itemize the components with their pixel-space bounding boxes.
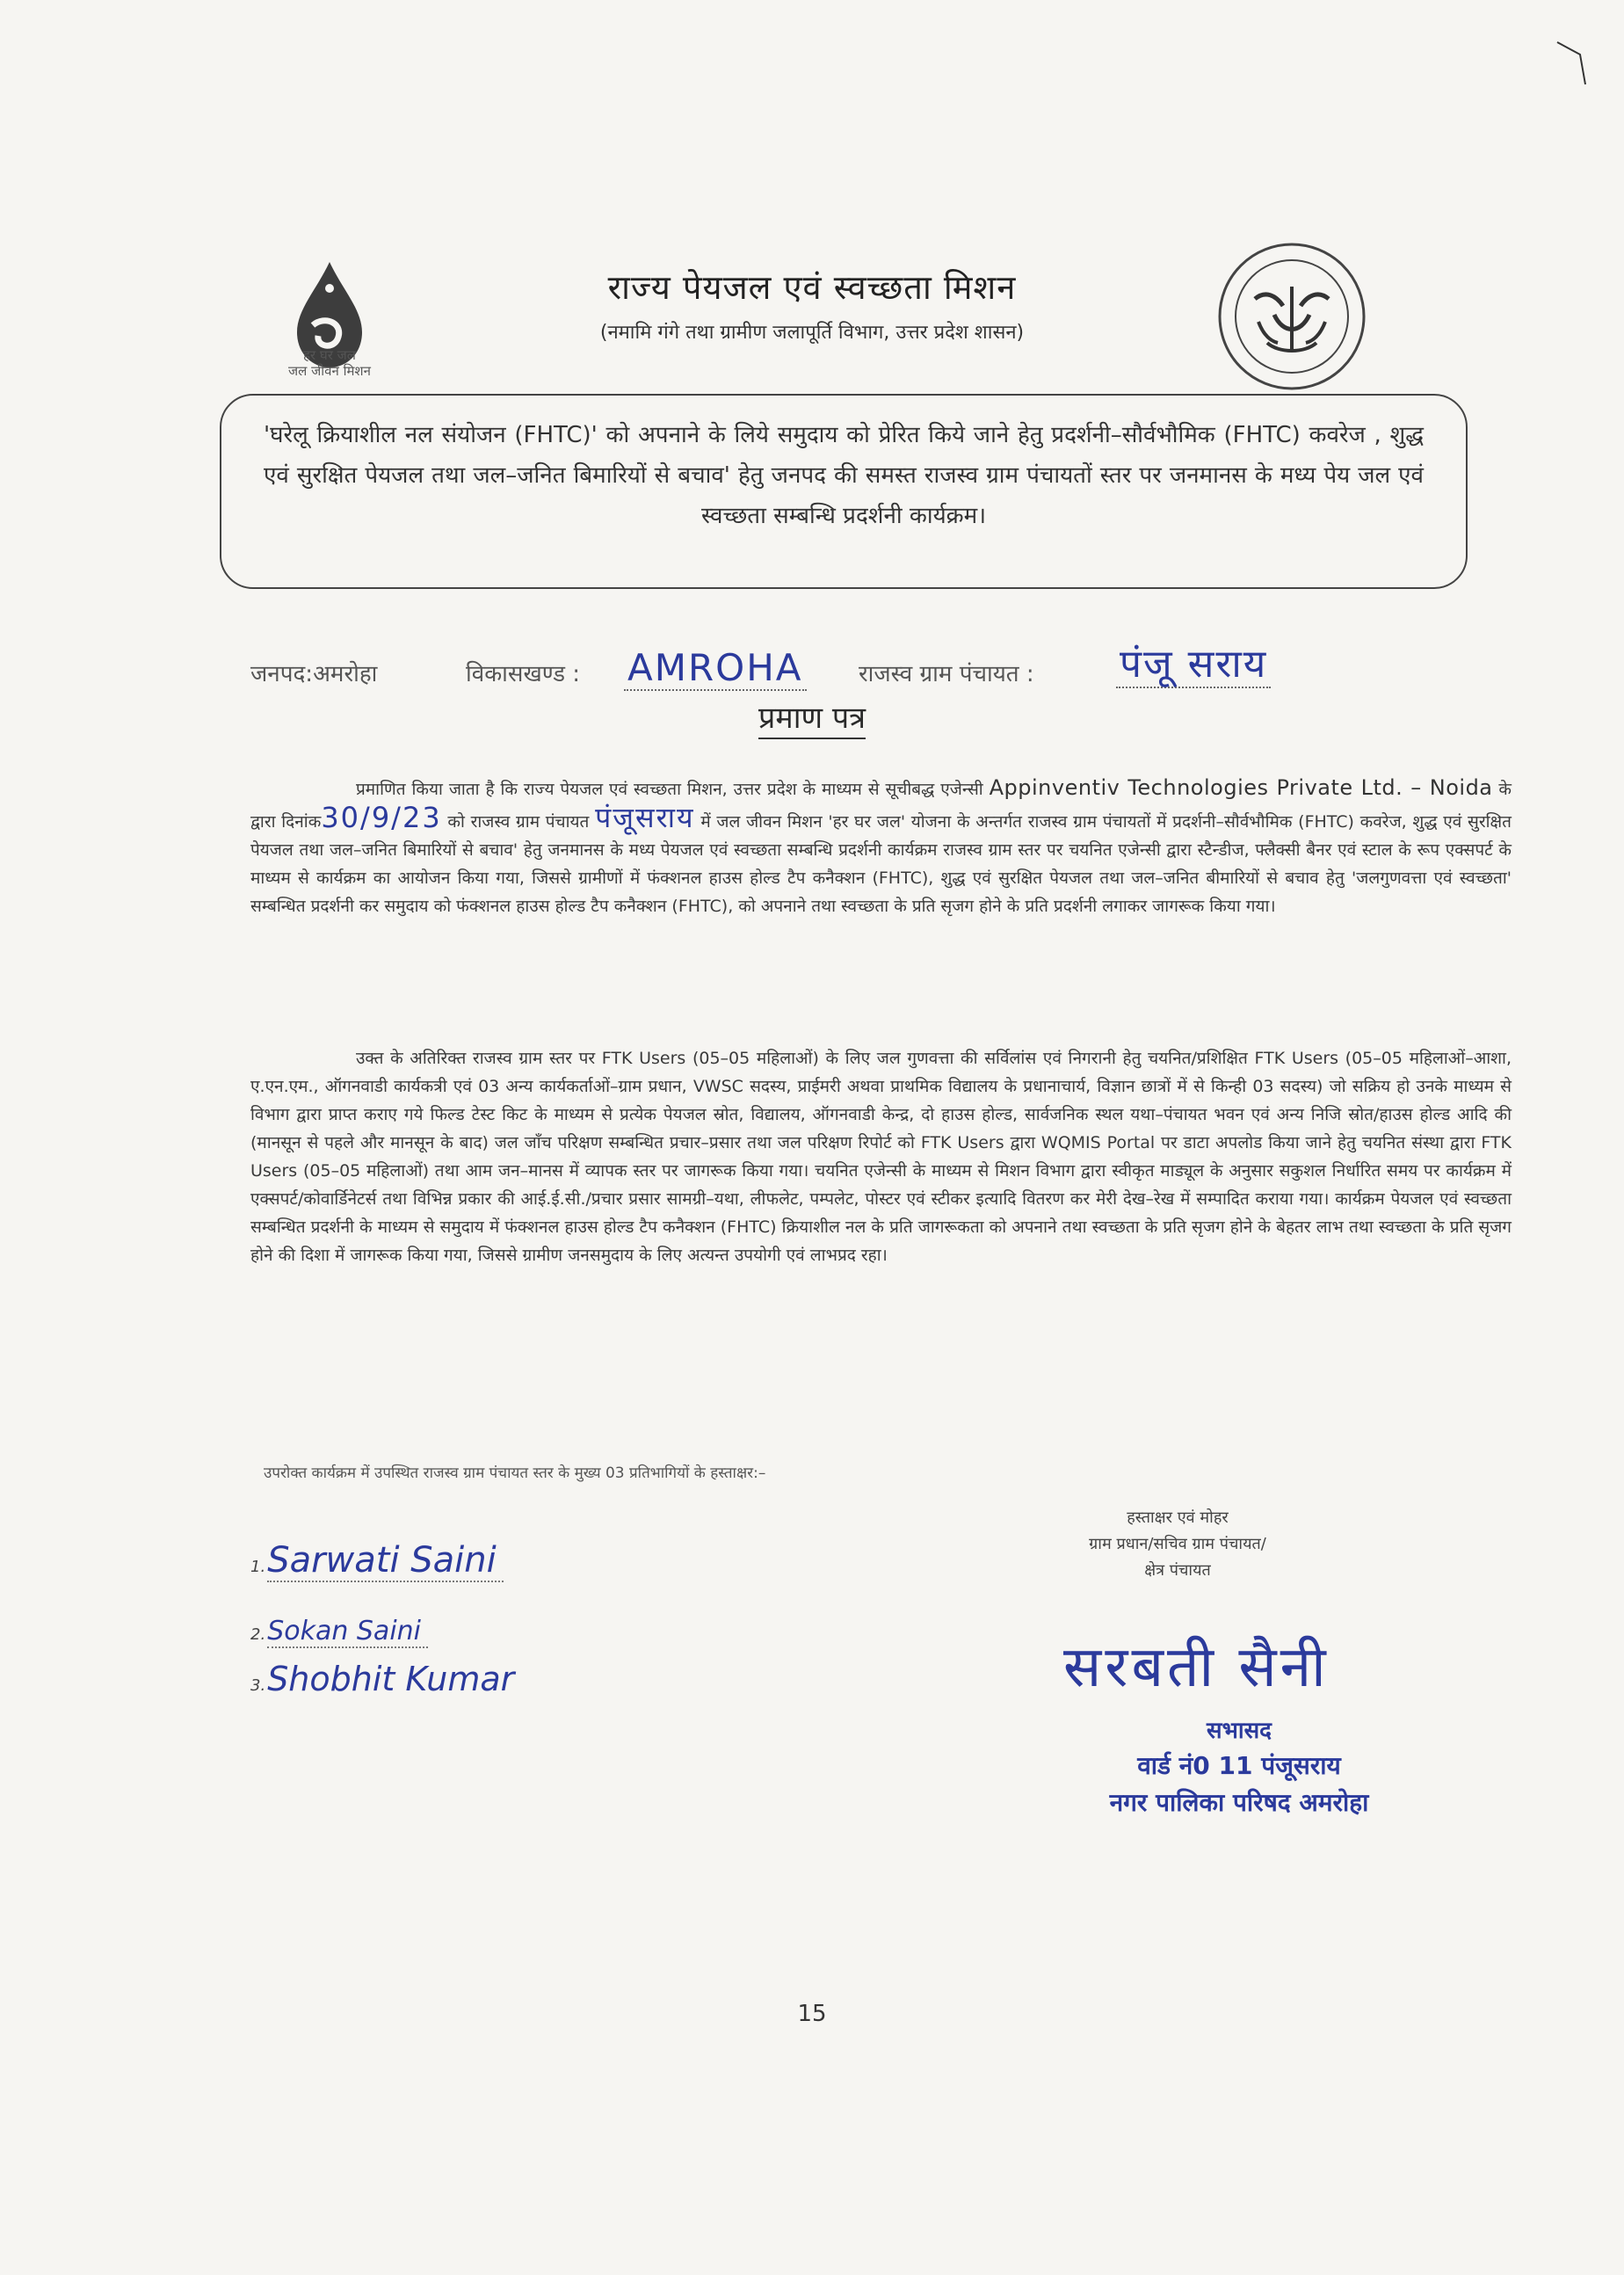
corner-pen-mark bbox=[1554, 35, 1589, 88]
panchayat-value-handwritten bbox=[1116, 636, 1271, 688]
signatory-line-1: हस्ताक्षर एवं मोहर bbox=[1127, 1508, 1229, 1527]
participant-signature-1 bbox=[250, 1540, 504, 1581]
org-title: राज्य पेयजल एवं स्वच्छता मिशन bbox=[607, 268, 1017, 307]
district-label-text: जनपद: bbox=[250, 661, 314, 687]
certificate-title bbox=[0, 696, 1624, 737]
official-stamp bbox=[1037, 1714, 1441, 1821]
participant-number: 1. bbox=[250, 1558, 266, 1576]
participant-number: 3. bbox=[250, 1676, 266, 1695]
stamp-line-2: वार्ड नं0 11 पंजूसराय bbox=[1137, 1751, 1341, 1780]
participant-signature-2 bbox=[250, 1616, 428, 1646]
agency-name: Appinventiv Technologies Private Ltd. – Noida bbox=[989, 775, 1493, 800]
location-row bbox=[250, 642, 1410, 699]
stamp-line-1: सभासद bbox=[1207, 1718, 1272, 1744]
panchayat-value: पंजू सराय bbox=[1116, 642, 1271, 688]
event-date-handwritten: 30/9/23 bbox=[321, 801, 442, 834]
para1-part-d: में जल जीवन मिशन 'हर घर जल' योजना के अन्तर्गत राजस्व ग्राम पंचायतों में प्रदर्शनी–सौर्वभौमिक (FHTC) कवरेज, शुद्ध एवं सुरक्षित पेयजल तथा जल–जनित बिमारियों से बचाव' हेतु जनमानस के मध्य पेयजल एवं स्वच्छता सम्बन्धि प्रदर्शनी कार्यक्रम राजस्व ग्राम स्तर पर चयनित एजेन्सी द्वारा स्टैन्डीज, फ्लैक्सी बैनर एवं स्टाल के रूप एक्सपर्ट के माध्यम से कार्यक्रम का आयोजन किया गया, जिससे ग्रामीणों में फंक्शनल हाउस होल्ड टैप कनैक्शन (FHTC), शुद्ध एवं सुरक्षित पेयजल तथा जल–जनित बीमारियों से बचाव हेतु 'जलगुणवत्ता एवं स्वच्छता' सम्बन्धित प्रदर्शनी कर समुदाय को फंक्शनल हाउस होल्ड टैप कनैक्शन (FHTC), को अपनाने तथा स्वच्छता के प्रति सृजग होने के प्रति प्रदर्शनी लगाकर जागरूक किया गया। bbox=[250, 812, 1512, 916]
logo-caption bbox=[264, 347, 395, 379]
panchayat-label: राजस्व ग्राम पंचायत : bbox=[859, 661, 1034, 687]
participant-name: Sarwati Saini bbox=[267, 1540, 504, 1582]
para1-part-a: प्रमाणित किया जाता है कि राज्य पेयजल एवं स्वच्छता मिशन, उत्तर प्रदेश के माध्यम से सूचीबद्ध एजेन्सी bbox=[356, 780, 983, 799]
participant-number: 2. bbox=[250, 1625, 266, 1644]
logo-caption-line-2: जल जीवन मिशन bbox=[288, 363, 371, 379]
participant-name: Sokan Saini bbox=[267, 1616, 428, 1648]
signatory-handwritten-signature: सरबती सैनी bbox=[1063, 1635, 1330, 1700]
page-number: 15 bbox=[797, 2001, 827, 2027]
certificate-paragraph-1 bbox=[250, 774, 1512, 920]
block-label: विकासखण्ड : bbox=[466, 661, 581, 687]
block-value: AMROHA bbox=[624, 646, 807, 691]
participants-note: उपरोक्त कार्यक्रम में उपस्थित राजस्व ग्राम पंचायत स्तर के मुख्य 03 प्रतिभागियों के हस्ताक्षर:– bbox=[264, 1465, 766, 1482]
participant-name: Shobhit Kumar bbox=[267, 1660, 515, 1698]
district-value: अमरोहा bbox=[313, 661, 378, 687]
para1-part-c: को राजस्व ग्राम पंचायत bbox=[447, 812, 590, 832]
signatory-line-2: ग्राम प्रधान/सचिव ग्राम पंचायत/ bbox=[1089, 1535, 1266, 1553]
up-government-seal-icon bbox=[1213, 237, 1371, 396]
district-label bbox=[250, 657, 377, 688]
signatory-block bbox=[1011, 1505, 1345, 1584]
certificate-title-text: प्रमाण पत्र bbox=[758, 701, 866, 739]
logo-caption-line-1: हर घर जल bbox=[303, 347, 356, 363]
block-value-handwritten bbox=[624, 646, 807, 689]
program-title-box bbox=[220, 394, 1468, 589]
signatory-line-3: क्षेत्र पंचायत bbox=[1144, 1561, 1211, 1580]
program-title-text: 'घरेलू क्रियाशील नल संयोजन (FHTC)' को अपनाने के लिये समुदाय को प्रेरित किये जाने हेतु प्रदर्शनी–सौर्वभौमिक (FHTC) कवरेज , शुद्ध एवं सुरक्षित पेयजल तथा जल–जनित बिमारियों से बचाव' हेतु जनपद की समस्त राजस्व ग्राम पंचायतों स्तर पर जनमानस के मध्य पेय जल एवं स्वच्छता सम्बन्धि प्रदर्शनी कार्यक्रम। bbox=[264, 422, 1424, 529]
stamp-line-3: नगर पालिका परिषद अमरोहा bbox=[1109, 1788, 1369, 1817]
participant-signature-3 bbox=[250, 1660, 514, 1698]
para1-part-b: के द्वारा दिनांक bbox=[250, 780, 1512, 832]
panchayat-handwritten: पंजूसराय bbox=[595, 801, 695, 834]
org-subtitle: (नमामि गंगे तथा ग्रामीण जलापूर्ति विभाग, उत्तर प्रदेश शासन) bbox=[599, 322, 1025, 344]
certificate-paragraph-2: उक्त के अतिरिक्त राजस्व ग्राम स्तर पर FTK Users (05–05 महिलाओं) के लिए जल गुणवत्ता की सर्विलांस एवं निगरानी हेतु चयनित/प्रशिक्षित FTK Users (05–05 महिलाओं–आशा, ए.एन.एम., ऑगनवाडी कार्यकत्री एवं 03 अन्य कार्यकर्ताओं–ग्राम प्रधान, VWSC सदस्य, प्राईमरी अथवा प्राथमिक विद्यालय के प्रधानाचार्य, विज्ञान छात्रों में से किन्ही 03 सदस्य) जो सक्रिय हो उनके माध्यम से विभाग द्वारा प्राप्त कराए गये फिल्ड टेस्ट किट के माध्यम से प्रत्येक पेयजल स्रोत, विद्यालय, ऑगनवाडी केन्द्र, दो हाउस होल्ड, सार्वजनिक स्थल यथा–पंचायत भवन एवं अन्य निजि स्रोत/हाउस होल्ड आदि की (मानसून से पहले और मानसून के बाद) जल जाँच परिक्षण सम्बन्धित प्रचार–प्रसार तथा जल परिक्षण रिपोर्ट को FTK Users द्वारा WQMIS Portal पर डाटा अपलोड किया जाने हेतु चयनित संस्था द्वारा FTK Users (05–05 महिलाओं) तथा आम जन–मानस में व्यापक स्तर पर जागरूक किया गया। चयनित एजेन्सी के माध्यम से मिशन विभाग द्वारा स्वीकृत माड्यूल के अनुसार सकुशल निर्धारित समय पर कार्यक्रम में एक्सपर्ट/कोवार्डिनेटर्स तथा विभिन्न प्रकार की आई.ई.सी./प्रचार प्रसार सामग्री–यथा, लीफलेट, पम्पलेट, पोस्टर एवं स्टीकर इत्यादि वितरण कर मेरी देख–रेख में सम्पादित कराया गया। कार्यक्रम पेयजल एवं स्वच्छता सम्बन्धित प्रदर्शनी के माध्यम से समुदाय में फंक्शनल हाउस होल्ड टैप कनैक्शन (FHTC) क्रियाशील नल के प्रति जागरूकता को अपनाने तथा स्वच्छता के प्रति सृजग होने के बेहतर लाभ तथा स्वच्छता के प्रति सृजग होने की दिशा में जागरूक किया गया, जिससे ग्रामीण जनसमुदाय के लिए अत्यन्त उपयोगी एवं लाभप्रद रहा। bbox=[250, 1049, 1512, 1265]
